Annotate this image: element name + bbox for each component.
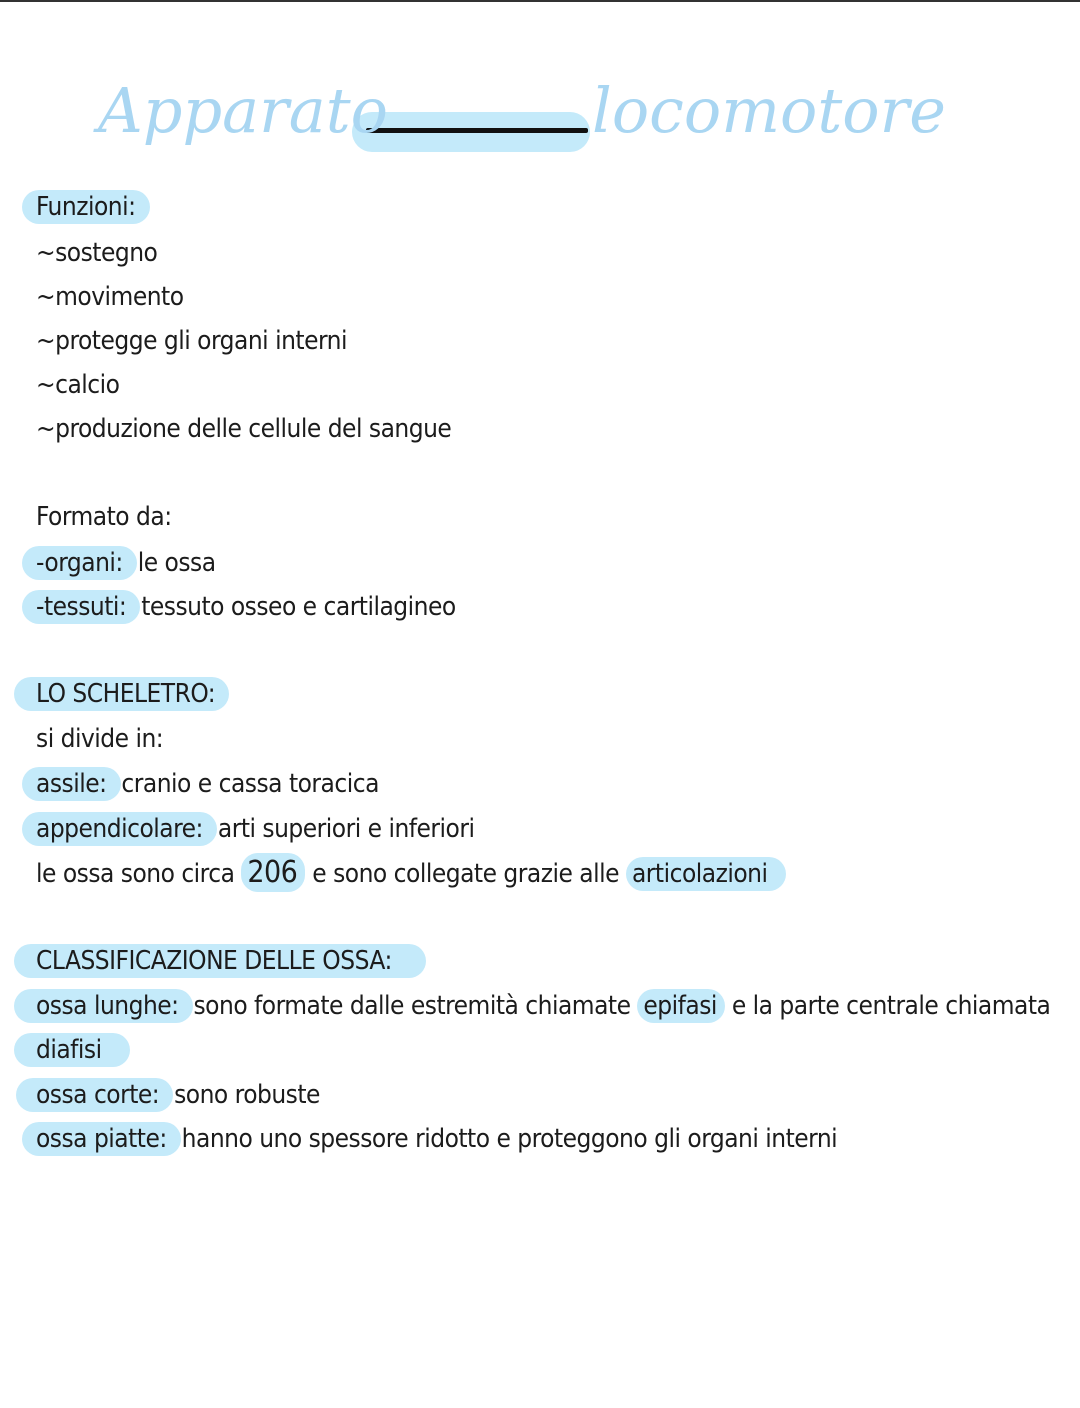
ossa-lunghe-post: e la parte centrale chiamata [724,991,1051,1021]
funzione-item: ~sostegno [36,238,158,268]
ossa-piatte-label: ossa piatte: [22,1122,181,1156]
scheletro-heading: LO SCHELETRO: [14,677,229,711]
classificazione-heading: CLASSIFICAZIONE DELLE OSSA: [14,944,426,978]
organi-text: le ossa [130,548,216,578]
scheletro-intro: si divide in: [36,724,164,754]
title-underline [366,128,588,133]
ossa-corte-line [36,1078,320,1112]
appendicolare-line [36,812,474,846]
ossa-lunghe-line [36,989,1050,1023]
formato-heading: Formato da: [36,502,172,532]
classificazione-heading-line [36,944,420,978]
funzione-item: ~protegge gli organi interni [36,326,347,356]
ossa-corte-label: ossa corte: [16,1078,173,1112]
assile-label: assile: [22,767,121,801]
formato-organi-line [36,546,216,580]
diafisi: diafisi [14,1033,130,1067]
ossa-mid: e sono collegate grazie alle [305,859,626,889]
title-apparato: Apparato [98,74,388,147]
ossa-number: 206 [241,853,305,892]
funzione-item: ~calcio [36,370,120,400]
scheletro-heading-line [36,677,223,711]
ossa-piatte-text: hanno uno spessore ridotto e proteggono gli organi interni [174,1124,838,1154]
assile-text: cranio e cassa toracica [114,769,379,799]
funzione-item: ~movimento [36,282,184,312]
appendicolare-text: arti superiori e inferiori [210,814,475,844]
tessuti-text: tessuto osseo e cartilagineo [134,592,456,622]
title-locomotore: locomotore [592,74,946,147]
articolazioni: articolazioni [626,857,786,891]
ossa-piatte-line [36,1122,837,1156]
assile-line [36,767,379,801]
epifasi: epifasi [637,989,725,1023]
funzioni-heading: Funzioni: [22,190,150,224]
ossa-lunghe-label: ossa lunghe: [14,989,193,1023]
top-border [0,0,1080,2]
ossa-count-line [36,856,786,891]
ossa-corte-text: sono robuste [167,1080,320,1110]
appendicolare-label: appendicolare: [22,812,217,846]
ossa-lunghe-pre: sono formate dalle estremità chiamate [186,991,638,1021]
tessuti-label: -tessuti: [22,590,140,624]
ossa-pre: le ossa sono circa [36,859,242,889]
diafisi-line [36,1033,124,1067]
funzioni-heading-line [36,190,144,224]
organi-label: -organi: [22,546,137,580]
funzione-item: ~produzione delle cellule del sangue [36,414,452,444]
formato-tessuti-line [36,590,456,624]
